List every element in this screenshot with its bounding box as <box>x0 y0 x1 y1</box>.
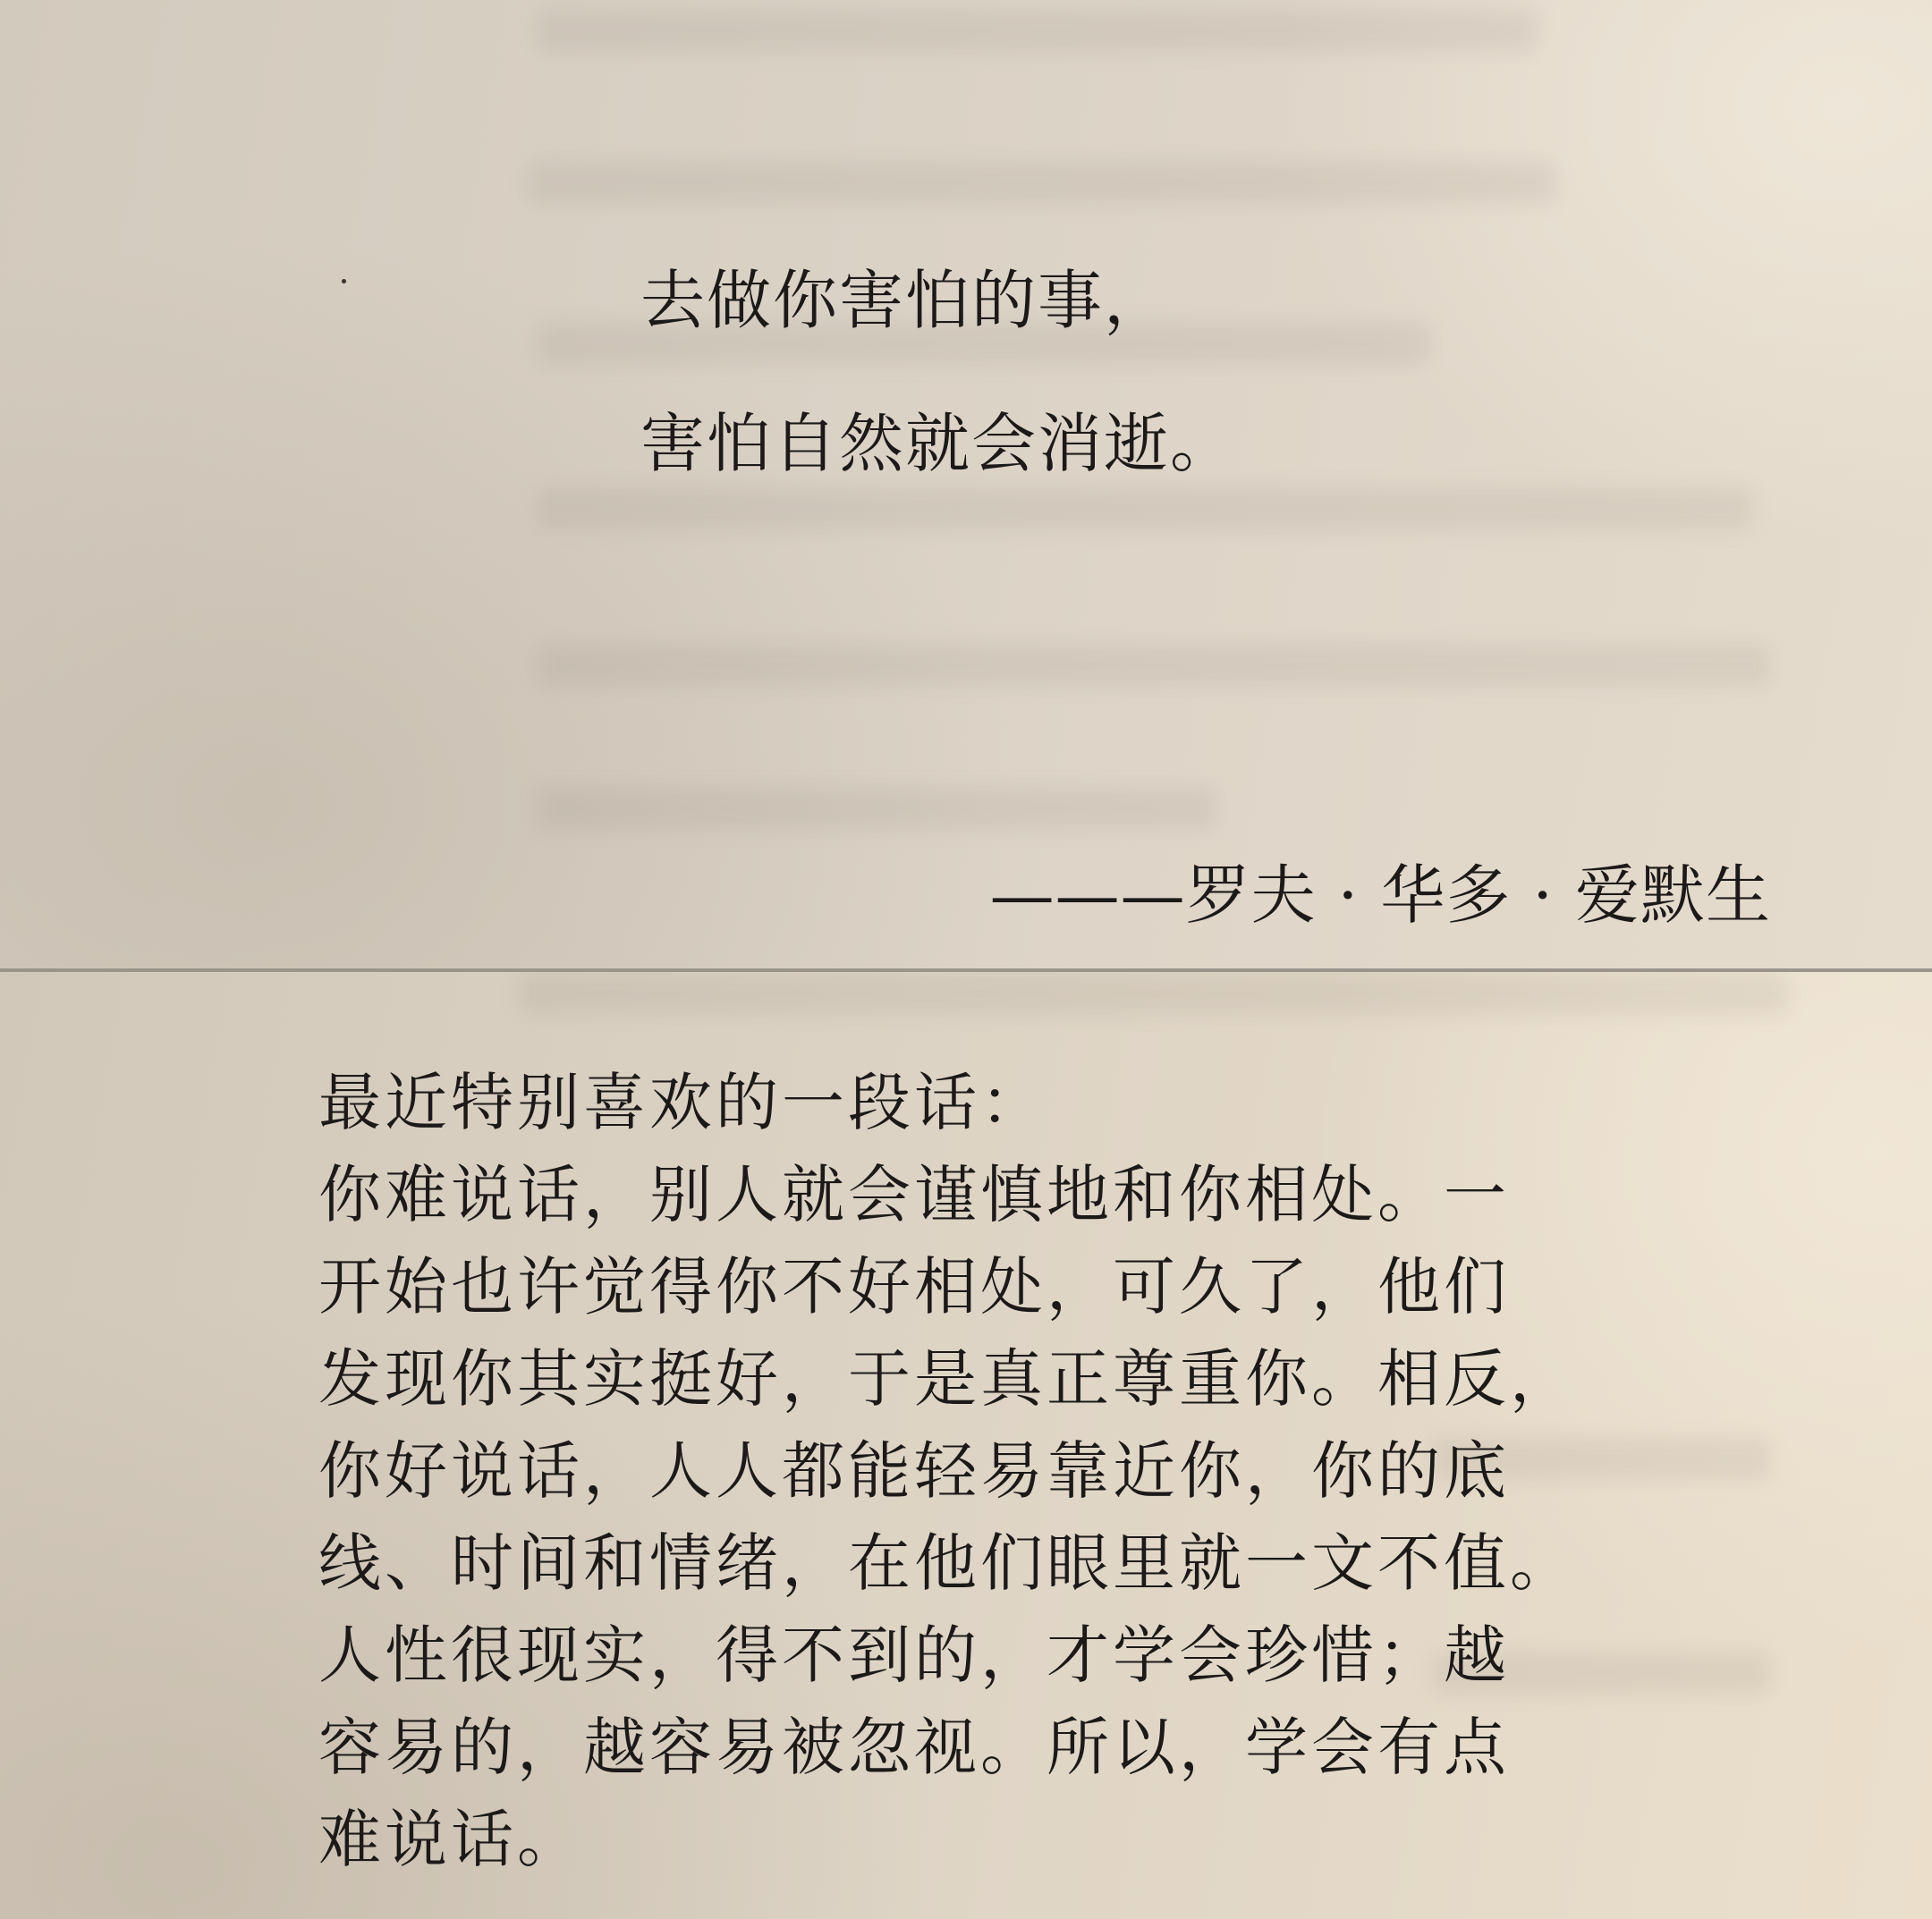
bottom-book-page-photo <box>0 972 1932 1919</box>
passage-line: 你难说话，别人就会谨慎地和你相处。一 <box>318 1158 1510 1231</box>
paper-speck <box>342 279 346 283</box>
passage-line: 线、时间和情绪，在他们眼里就一文不值。 <box>318 1526 1576 1600</box>
quote-line-1: 去做你害怕的事， <box>640 263 1171 338</box>
passage-heading: 最近特别喜欢的一段话： <box>318 1066 1046 1139</box>
passage-line: 容易的，越容易被忽视。所以，学会有点 <box>318 1711 1510 1784</box>
passage-text <box>318 1057 1678 1886</box>
passage-line: 发现你其实挺好，于是真正尊重你。相反， <box>318 1342 1576 1416</box>
passage-line: 难说话。 <box>318 1803 583 1876</box>
passage-line: 你好说话，人人都能轻易靠近你，你的底 <box>318 1434 1510 1508</box>
bleed-through-text <box>537 787 1216 830</box>
bleed-through-text <box>537 644 1771 687</box>
passage-line: 人性很现实，得不到的，才学会珍惜；越 <box>318 1619 1510 1692</box>
bleed-through-text <box>528 161 1556 204</box>
passage-line: 开始也许觉得你不好相处，可久了，他们 <box>318 1250 1510 1323</box>
bleed-through-text <box>537 487 1753 530</box>
quote-line-2: 害怕自然就会消逝。 <box>640 406 1237 481</box>
quote-attribution: ———罗夫 · 华多 · 爱默生 <box>989 858 1771 933</box>
bleed-through-text <box>519 972 1789 1015</box>
bleed-through-text <box>537 9 1538 52</box>
